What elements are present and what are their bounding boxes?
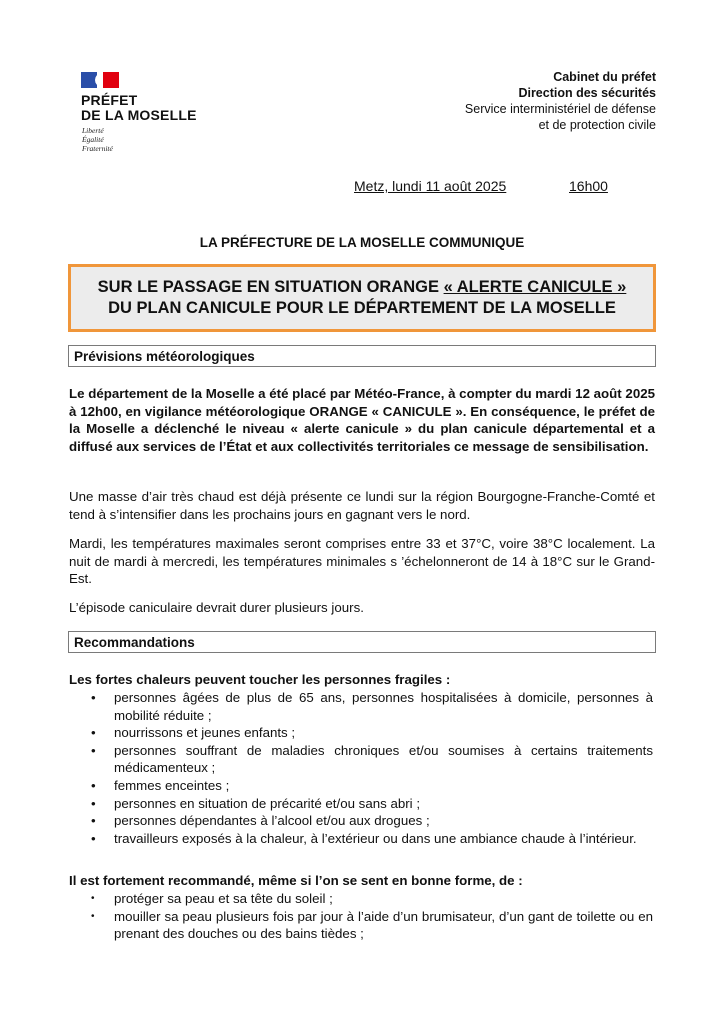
list-item-text: nourrissons et jeunes enfants ;: [114, 725, 296, 741]
release-time: 16h00: [569, 178, 608, 194]
alert-title-line1: [71, 277, 653, 298]
flag-red-part: [103, 72, 119, 88]
forecast-paragraph-1: Le département de la Moselle a été placé par Météo-France, à compter du mardi 12 août 2025 à 12h00, en vigilance météorologique ORANGE « CANICULE ». En conséquence, le préfet de la Moselle a déclenché le niveau « alerte canicule » du plan canicule départemental et a diffusé aux services de l’État et aux collectivités territoriales ce message de sensibilisation.: [69, 386, 656, 454]
forecast-paragraph-2: Une masse d’air très chaud est déjà présente ce lundi sur la région Bourgogne-Franche-Comté et tend à s’intensifier dans les prochains jours en gagnant vers le nord.: [69, 489, 655, 522]
cabinet-label: Cabinet du préfet: [553, 70, 656, 84]
motto-liberte: Liberté: [82, 126, 104, 135]
list-item-text: mouiller sa peau plusieurs fois par jour à l’aide d’un brumisateur, d’un gant de toilette ou en prenant des douches ou des bains tièdes ;: [114, 908, 653, 942]
fragile-people-lead: Les fortes chaleurs peuvent toucher les personnes fragiles :: [69, 672, 451, 687]
section-header-forecast: Prévisions météorologiques: [68, 345, 656, 367]
list-item-text: femmes enceintes ;: [114, 777, 230, 793]
service-label-line1: Service interministériel de défense: [464, 102, 656, 116]
list-item: [89, 812, 653, 830]
fragile-people-list: [89, 689, 653, 847]
forecast-paragraph-3: Mardi, les températures maximales seront comprises entre 33 et 37°C, voire 38°C localement. La nuit de mardi à mercredi, les températures minimales s ’échelonneront de 14 à 18°C sur le Grand-Est.: [69, 536, 655, 587]
republic-flag-logo-icon: [81, 72, 121, 90]
direction-label: Direction des sécurités: [518, 86, 656, 100]
list-item: [89, 830, 653, 848]
issuing-service-block: [465, 69, 656, 133]
bullet-icon: •: [91, 830, 96, 846]
prefect-logo-title: [81, 93, 197, 123]
service-label-line2: et de protection civile: [538, 118, 656, 132]
list-item: [89, 724, 653, 742]
communique-heading: LA PRÉFECTURE DE LA MOSELLE COMMUNIQUE: [199, 235, 525, 250]
bullet-icon: •: [91, 813, 96, 829]
bullet-icon: •: [91, 910, 95, 922]
republic-motto: [82, 126, 113, 153]
forecast-paragraph-4: L’épisode caniculaire devrait durer plusieurs jours.: [69, 600, 364, 615]
logo-title-line2: DE LA MOSELLE: [81, 107, 197, 123]
list-item-text: personnes en situation de précarité et/ou sans abri ;: [114, 795, 421, 811]
alert-title-prefix: SUR LE PASSAGE EN SITUATION ORANGE: [97, 278, 444, 296]
alert-title-line2: DU PLAN CANICULE POUR LE DÉPARTEMENT DE LA MOSELLE: [108, 299, 616, 317]
list-item: [89, 795, 653, 813]
section-header-recommendations: Recommandations: [68, 631, 656, 653]
bullet-icon: •: [91, 795, 96, 811]
alert-title-box: [68, 264, 656, 332]
list-item: [89, 777, 653, 795]
bullet-icon: •: [91, 690, 96, 705]
list-item: [89, 742, 653, 777]
motto-fraternite: Fraternité: [82, 144, 113, 153]
advice-list: [89, 890, 653, 943]
place-date: Metz, lundi 11 août 2025: [354, 178, 507, 194]
list-item: [89, 890, 653, 908]
bullet-icon: •: [91, 777, 96, 793]
logo-title-line1: PRÉFET: [81, 92, 138, 108]
motto-egalite: Égalité: [82, 135, 104, 144]
bullet-icon: •: [91, 742, 96, 758]
list-item: [89, 908, 653, 943]
list-item-text: protéger sa peau et sa tête du soleil ;: [114, 891, 333, 906]
list-item: [89, 689, 653, 724]
bullet-icon: •: [91, 893, 95, 904]
list-item-text: personnes dépendantes à l’alcool et/ou aux drogues ;: [114, 813, 430, 829]
list-item-text: personnes âgées de plus de 65 ans, personnes hospitalisées à domicile, personnes à mobilité réduite ;: [114, 690, 653, 723]
list-item-text: travailleurs exposés à la chaleur, à l’extérieur ou dans une ambiance chaude à l’intérieur.: [114, 830, 637, 846]
advice-lead: Il est fortement recommandé, même si l’on se sent en bonne forme, de :: [69, 873, 523, 888]
bullet-icon: •: [91, 725, 96, 741]
alert-canicule-label: « ALERTE CANICULE »: [443, 278, 627, 296]
list-item-text: personnes souffrant de maladies chroniques et/ou soumises à certains traitements médicamenteux ;: [114, 742, 653, 776]
